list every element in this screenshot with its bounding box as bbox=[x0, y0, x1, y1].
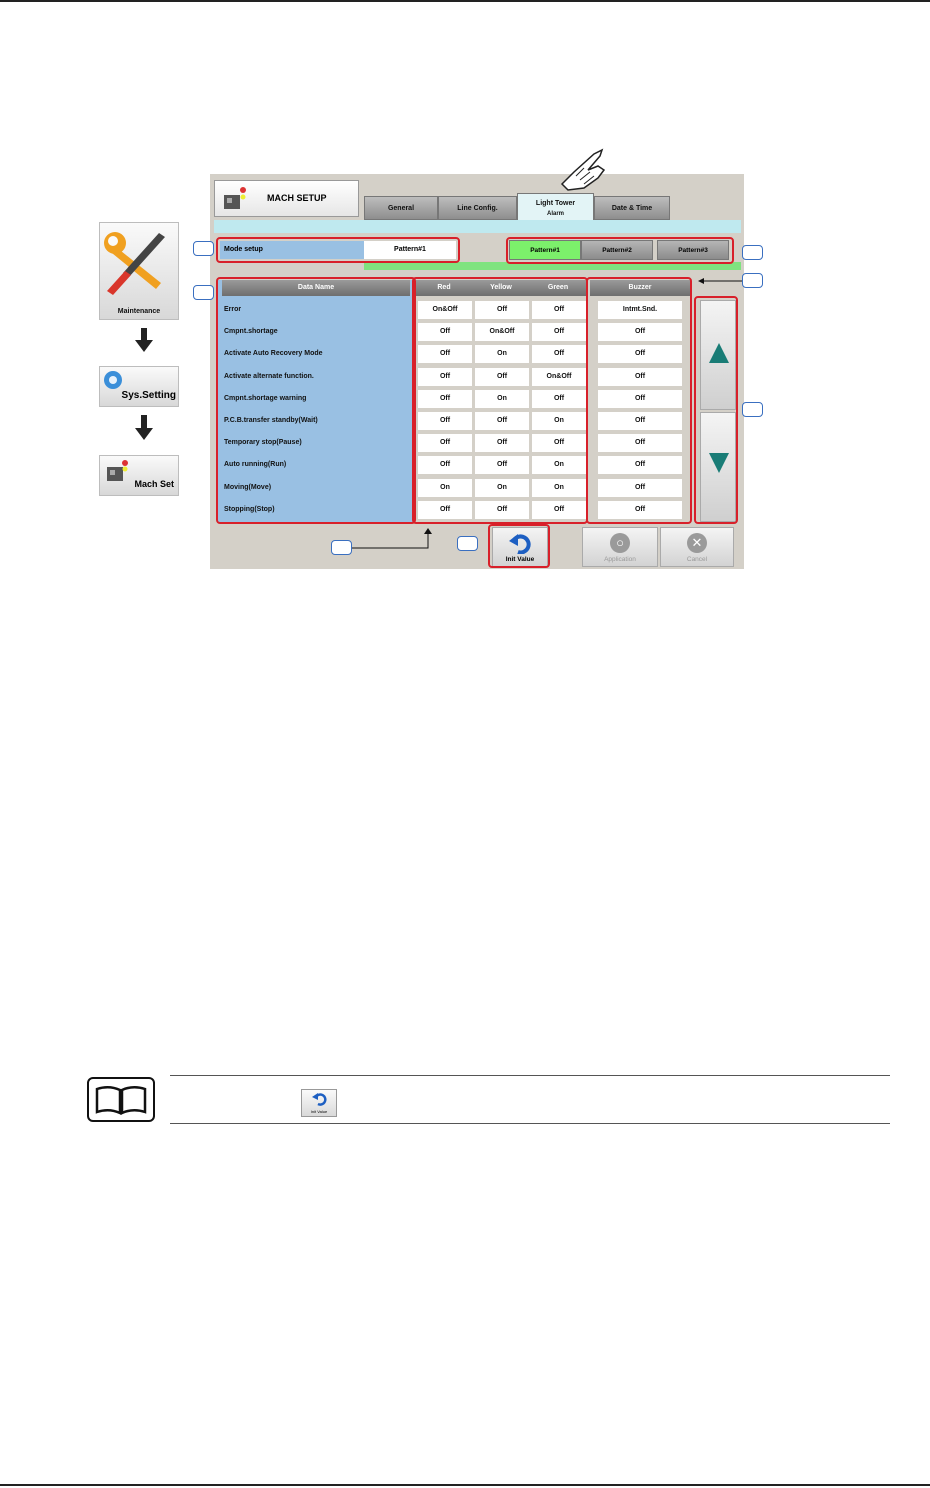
callout-data-name bbox=[216, 277, 416, 524]
row-name: Cmpnt.shortage bbox=[224, 328, 278, 336]
flow-arrow-1-stem bbox=[141, 328, 147, 340]
pattern-1-button[interactable]: Pattern#1 bbox=[509, 240, 581, 260]
cell-buzzer[interactable]: Off bbox=[598, 323, 682, 341]
flow-arrow-2-icon bbox=[135, 428, 153, 440]
cell-buzzer[interactable]: Off bbox=[598, 456, 682, 474]
cell-yellow[interactable]: On bbox=[475, 345, 529, 363]
mode-setup-label: Mode setup bbox=[220, 241, 364, 259]
note-bottom-rule bbox=[170, 1123, 890, 1124]
row-name: Activate alternate function. bbox=[224, 372, 314, 380]
callout-scroll bbox=[694, 296, 738, 524]
cell-green[interactable]: Off bbox=[532, 345, 586, 363]
tab-general[interactable]: General bbox=[364, 196, 438, 220]
pattern-2-button[interactable]: Pattern#2 bbox=[581, 240, 653, 260]
tab-line-config[interactable]: Line Config. bbox=[438, 196, 517, 220]
maintenance-button[interactable] bbox=[99, 222, 179, 320]
cell-red[interactable]: Off bbox=[418, 412, 472, 430]
cell-yellow[interactable]: Off bbox=[475, 368, 529, 386]
cell-green[interactable]: Off bbox=[532, 390, 586, 408]
gear-icon bbox=[102, 369, 124, 391]
sys-setting-label: Sys.Setting bbox=[121, 390, 176, 401]
cell-green[interactable]: Off bbox=[532, 501, 586, 519]
pointing-hand-icon bbox=[554, 144, 614, 194]
cell-yellow[interactable]: Off bbox=[475, 412, 529, 430]
callout-patterns bbox=[506, 237, 734, 264]
cell-green[interactable]: On bbox=[532, 412, 586, 430]
tab-light-tower-alarm[interactable] bbox=[517, 193, 594, 223]
header-green: Green bbox=[530, 280, 586, 296]
note-top-rule bbox=[170, 1075, 890, 1076]
init-value-label: Init Value bbox=[505, 556, 535, 563]
ref-marker-data-name bbox=[193, 285, 214, 300]
callout-buzzer bbox=[586, 277, 692, 524]
callout-init-value bbox=[488, 524, 550, 568]
row-name: Auto running(Run) bbox=[224, 461, 287, 469]
cell-buzzer[interactable]: Off bbox=[598, 368, 682, 386]
flow-arrow-2-stem bbox=[141, 415, 147, 428]
row-name: Moving(Move) bbox=[224, 483, 272, 491]
row-name: Temporary stop(Pause) bbox=[224, 439, 302, 447]
ref-marker-buzzer bbox=[742, 273, 763, 288]
cell-buzzer[interactable]: Off bbox=[598, 412, 682, 430]
cell-buzzer[interactable]: Off bbox=[598, 434, 682, 452]
cell-red[interactable]: Off bbox=[418, 390, 472, 408]
cell-red[interactable]: On&Off bbox=[418, 301, 472, 319]
cell-red[interactable]: Off bbox=[418, 345, 472, 363]
cell-green[interactable]: Off bbox=[532, 323, 586, 341]
cell-red[interactable]: On bbox=[418, 479, 472, 497]
application-button[interactable] bbox=[582, 527, 658, 567]
cell-green[interactable]: On&Off bbox=[532, 368, 586, 386]
mach-setup-screen bbox=[210, 174, 744, 569]
cell-green[interactable]: Off bbox=[532, 434, 586, 452]
tab-alarm-label: Alarm bbox=[546, 211, 564, 217]
header-yellow: Yellow bbox=[472, 280, 530, 296]
header-data-name: Data Name bbox=[222, 280, 410, 296]
close-icon: ✕ bbox=[687, 533, 707, 553]
mach-set-label: Mach Set bbox=[134, 479, 174, 489]
cell-buzzer[interactable]: Off bbox=[598, 390, 682, 408]
cell-red[interactable]: Off bbox=[418, 368, 472, 386]
row-name: Stopping(Stop) bbox=[224, 505, 275, 513]
cell-red[interactable]: Off bbox=[418, 434, 472, 452]
cell-green[interactable]: Off bbox=[532, 301, 586, 319]
cell-buzzer[interactable]: Off bbox=[598, 501, 682, 519]
cancel-button[interactable] bbox=[660, 527, 734, 567]
pattern-3-button[interactable]: Pattern#3 bbox=[657, 240, 729, 260]
page-title: MACH SETUP bbox=[267, 193, 327, 203]
cell-yellow[interactable]: On bbox=[475, 390, 529, 408]
machine-light-icon bbox=[104, 459, 130, 485]
header-buzzer: Buzzer bbox=[590, 280, 690, 296]
flow-arrow-1-icon bbox=[135, 340, 153, 352]
callout-mode-setup bbox=[216, 237, 460, 263]
cell-green[interactable]: On bbox=[532, 456, 586, 474]
title-panel bbox=[214, 180, 359, 217]
maintenance-label: Maintenance bbox=[117, 308, 161, 315]
ref-marker-patterns bbox=[742, 245, 763, 260]
cell-green[interactable]: On bbox=[532, 479, 586, 497]
undo-arrow-icon bbox=[312, 1092, 328, 1106]
row-name: Error bbox=[224, 306, 242, 313]
header-red: Red bbox=[416, 280, 472, 296]
sys-setting-button[interactable] bbox=[99, 366, 179, 407]
cell-red[interactable]: Off bbox=[418, 323, 472, 341]
ref-marker-mode bbox=[193, 241, 214, 256]
apply-icon: ○ bbox=[610, 533, 630, 553]
ref-marker-init bbox=[457, 536, 478, 551]
init-value-mini-label: Init Value bbox=[310, 1109, 328, 1114]
cell-yellow[interactable]: On&Off bbox=[475, 323, 529, 341]
manual-book-icon bbox=[87, 1077, 155, 1122]
ref-marker-scroll bbox=[742, 402, 763, 417]
wrench-screwdriver-icon bbox=[101, 225, 179, 303]
ref-marker-lights bbox=[331, 540, 352, 555]
cell-yellow[interactable]: On bbox=[475, 479, 529, 497]
cell-red[interactable]: Off bbox=[418, 501, 472, 519]
machine-light-icon bbox=[221, 185, 249, 213]
cancel-label: Cancel bbox=[686, 556, 708, 563]
tab-light-tower-label: Light Tower bbox=[535, 200, 576, 207]
cell-yellow[interactable]: Off bbox=[475, 434, 529, 452]
tab-date-time[interactable]: Date & Time bbox=[594, 196, 670, 220]
row-name: Cmpnt.shortage warning bbox=[224, 394, 307, 402]
cell-buzzer[interactable]: Intmt.Snd. bbox=[598, 301, 682, 319]
application-label: Application bbox=[604, 556, 636, 563]
row-name: P.C.B.transfer standby(Wait) bbox=[224, 417, 318, 424]
cell-buzzer[interactable]: Off bbox=[598, 345, 682, 363]
cell-yellow[interactable]: Off bbox=[475, 501, 529, 519]
cell-yellow[interactable]: Off bbox=[475, 456, 529, 474]
cell-red[interactable]: Off bbox=[418, 456, 472, 474]
callout-lights bbox=[412, 277, 588, 524]
init-value-mini-button bbox=[301, 1089, 337, 1117]
tab-underline-strip bbox=[214, 220, 741, 233]
page-top-rule bbox=[0, 0, 930, 2]
row-name: Activate Auto Recovery Mode bbox=[224, 350, 323, 358]
mode-setup-value[interactable]: Pattern#1 bbox=[364, 241, 456, 259]
cell-buzzer[interactable]: Off bbox=[598, 479, 682, 497]
mach-set-button[interactable] bbox=[99, 455, 179, 496]
cell-yellow[interactable]: Off bbox=[475, 301, 529, 319]
page-bottom-rule bbox=[0, 1484, 930, 1486]
